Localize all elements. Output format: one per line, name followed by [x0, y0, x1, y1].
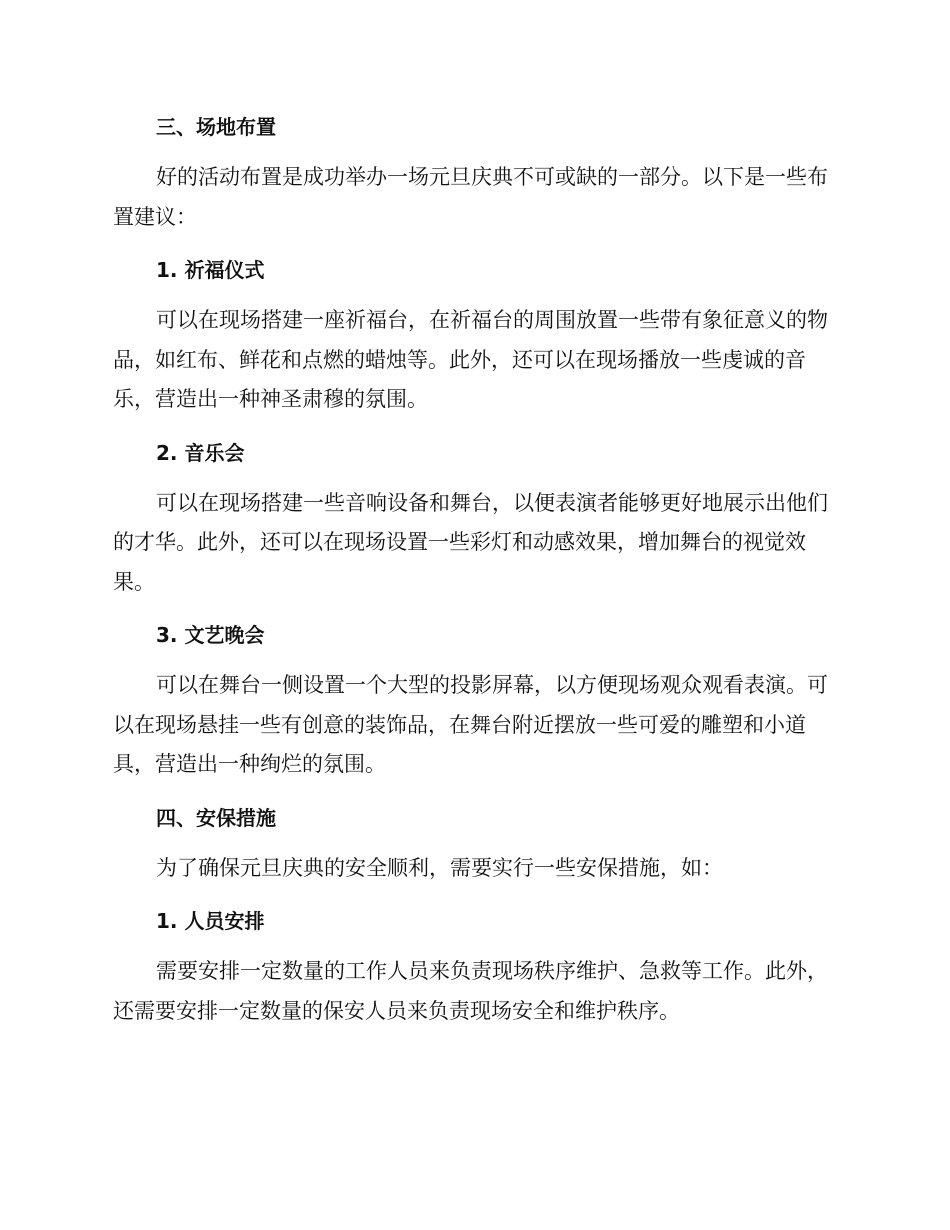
subheading-gala: 3. 文艺晚会	[156, 623, 265, 647]
paragraph-staffing: 需要安排一定数量的工作人员来负责现场秩序维护、急救等工作。此外，还需要安排一定数量的保安人员来负责现场安全和维护秩序。	[113, 959, 828, 1023]
section-heading-venue: 三、场地布置	[156, 115, 276, 139]
document-body	[113, 108, 833, 1045]
paragraph-security-intro: 为了确保元旦庆典的安全顺利，需要实行一些安保措施，如：	[156, 855, 723, 880]
subheading-blessing-ceremony: 1. 祈福仪式	[156, 258, 265, 282]
paragraph-gala: 可以在舞台一侧设置一个大型的投影屏幕，以方便现场观众观看表演。可以在现场悬挂一些有创意的装饰品，在舞台附近摆放一些可爱的雕塑和小道具，营造出一种绚烂的氛围。	[113, 673, 828, 776]
paragraph-concert: 可以在现场搭建一些音响设备和舞台，以便表演者能够更好地展示出他们的才华。此外，还可以在现场设置一些彩灯和动感效果，增加舞台的视觉效果。	[113, 490, 828, 594]
subheading-staffing: 1. 人员安排	[156, 909, 265, 933]
section-heading-security: 四、安保措施	[156, 805, 276, 830]
paragraph-venue-intro: 好的活动布置是成功举办一场元旦庆典不可或缺的一部分。以下是一些布置建议：	[113, 165, 828, 229]
subheading-concert: 2. 音乐会	[156, 440, 245, 465]
paragraph-blessing-ceremony: 可以在现场搭建一座祈福台，在祈福台的周围放置一些带有象征意义的物品，如红布、鲜花和点燃的蜡烛等。此外，还可以在现场播放一些虔诚的音乐，营造出一种神圣肃穆的氛围。	[113, 308, 828, 411]
